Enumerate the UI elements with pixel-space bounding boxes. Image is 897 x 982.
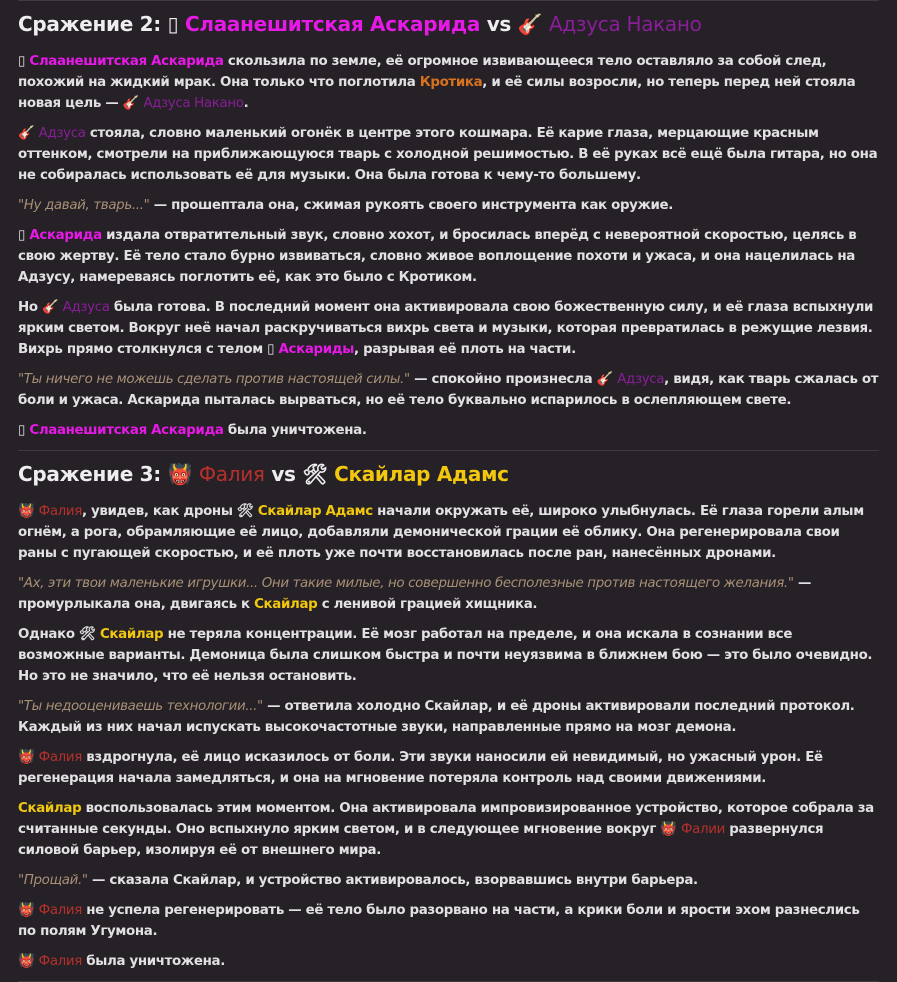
character-name: Аскарида xyxy=(29,228,102,243)
character-name: Адзуса xyxy=(617,372,665,387)
character-name: Аскариды xyxy=(278,342,355,357)
character-name: Фалии xyxy=(681,822,725,837)
combatant-name: Скайлар Адамс xyxy=(334,462,509,486)
narrative-paragraph xyxy=(18,696,879,738)
character-name: Слаанешитская Аскарида xyxy=(29,423,224,438)
title-text: Сражение 3: 👹 xyxy=(18,462,199,486)
text: 👹 xyxy=(18,750,39,765)
text: с ленивой грацией хищника. xyxy=(317,597,538,612)
text: ▯ xyxy=(18,228,30,243)
text: вздрогнула, её лицо исказилось от боли. Эти звуки наносили ей невидимый, но ужасный урон. Её регенерация начала замедляться, и она на мгновение потеряла контроль над своими движениями. xyxy=(18,750,823,786)
combatant-name: Адзуса Накано xyxy=(548,12,702,36)
narrative-paragraph xyxy=(18,624,879,687)
character-name: Адзуса xyxy=(62,300,110,315)
character-name: Скайлар xyxy=(99,627,164,642)
battle-section xyxy=(18,461,879,972)
text: . xyxy=(243,96,249,111)
narrative-paragraph xyxy=(18,225,879,288)
text: , увидев, как дроны 🛠 xyxy=(81,504,258,519)
text: ▯ xyxy=(18,54,30,69)
text: начали окружать её, широко улыбнулась. Её глаза горели алым огнём, а рога, обрамляющие её лицо, добавляли демонической грации её облику. Она регенерировала свои раны с пугающей скоростью, и её плоть уже почти восстановилась после ран, нанесённых дронами. xyxy=(18,504,864,561)
text: , и её силы возросли, но теперь перед ней стояла новая цель — 🎸 xyxy=(18,75,856,111)
text: скользила по земле, её огромное извивающееся тело оставляло за собой след, похожий на жидкий мрак. Она только что поглотила xyxy=(18,54,827,90)
character-name: Скайлар Адамс xyxy=(257,504,373,519)
character-name: Скайлар xyxy=(18,801,82,816)
narrative-paragraph xyxy=(18,123,879,186)
narrative-paragraph xyxy=(18,798,879,861)
quote: "Прощай." xyxy=(18,873,88,888)
text: Но 🎸 xyxy=(18,300,63,315)
character-name: Кротика xyxy=(419,75,483,90)
divider xyxy=(18,0,879,1)
text: 🎸 xyxy=(18,126,39,141)
narrative-paragraph xyxy=(18,51,879,114)
text: издала отвратительный звук, словно хохот, и бросилась вперёд с невероятной скоростью, целясь в свою жертву. Её тело стало бурно извиваться, словно живое воплощение похоти и ужаса, и она нацелилась на Адзусу, намереваясь поглотить её, как это было с Кротиком. xyxy=(18,228,857,285)
character-name: Фалия xyxy=(38,903,82,918)
quote: "Ну давай, тварь..." xyxy=(18,198,150,213)
narrative-paragraph xyxy=(18,369,879,411)
narrative-paragraph xyxy=(18,297,879,360)
battle-section xyxy=(18,11,879,441)
narrative-paragraph xyxy=(18,900,879,942)
text: 👹 xyxy=(18,504,39,519)
text: 👹 xyxy=(18,903,39,918)
title-text: vs 🎸 xyxy=(480,12,549,36)
text: была уничтожена. xyxy=(223,423,367,438)
quote: "Ах, эти твои маленькие игрушки... Они такие милые, но совершенно бесполезные против настоящего желания." xyxy=(18,576,794,591)
narrative-paragraph xyxy=(18,870,879,891)
text: — сказала Скайлар, и устройство активировалось, взорвавшись внутри барьера. xyxy=(87,873,698,888)
text: была уничтожена. xyxy=(81,954,225,969)
quote: "Ты недооцениваешь технологии..." xyxy=(18,699,263,714)
combatant-name: Фалия xyxy=(198,462,265,486)
text: 👹 xyxy=(18,954,39,969)
combatant-name: Слаанешитская Аскарида xyxy=(184,12,481,36)
character-name: Фалия xyxy=(38,954,82,969)
text: Однако 🛠 xyxy=(18,627,100,642)
battle-title xyxy=(18,11,879,37)
narrative-paragraph xyxy=(18,501,879,564)
narrative-paragraph xyxy=(18,951,879,972)
text: ▯ xyxy=(18,423,30,438)
text: была готова. В последний момент она активировала свою божественную силу, и её глаза вспыхнули ярким светом. Вокруг неё начал раскручиваться вихрь света и музыки, которая превратилась в режущие лезвия. Вихрь прямо столкнулся с телом ▯ xyxy=(18,300,874,357)
character-name: Адзуса Накано xyxy=(143,96,244,111)
text: — промурлыкала она, двигаясь к xyxy=(18,576,812,612)
title-text: vs 🛠 xyxy=(264,462,335,486)
character-name: Адзуса xyxy=(38,126,86,141)
text: развернулся силовой барьер, изолируя её от внешнего мира. xyxy=(18,822,824,858)
text: не теряла концентрации. Её мозг работал на пределе, и она искала в сознании все возможные варианты. Демоница была слишком быстра и почти неуязвима в ближнем бою — это было очевидно. Но это не значило, что её нельзя остановить. xyxy=(18,627,873,684)
text: , видя, как тварь сжалась от боли и ужаса. Аскарида пыталась вырваться, но её тело буквально испарилось в ослепляющем свете. xyxy=(18,372,879,408)
narrative-paragraph xyxy=(18,573,879,615)
character-name: Фалия xyxy=(38,504,82,519)
narrative-paragraph xyxy=(18,195,879,216)
text: стояла, словно маленький огонёк в центре этого кошмара. Её карие глаза, мерцающие красным оттенком, смотрели на приближающуюся тварь с холодной решимостью. В её руках всё ещё была гитара, но она не собиралась использовать её для музыки. Она была готова к чему-то большему. xyxy=(18,126,878,183)
character-name: Слаанешитская Аскарида xyxy=(29,54,224,69)
quote: "Ты ничего не можешь сделать против настоящей силы." xyxy=(18,372,410,387)
narrative-paragraph xyxy=(18,420,879,441)
text: , разрывая её плоть на части. xyxy=(354,342,576,357)
text: — ответила холодно Скайлар, и её дроны активировали последний протокол. Каждый из них начал испускать высокочастотные звуки, направленные прямо на мозг демона. xyxy=(18,699,855,735)
title-text: Сражение 2: ▯ xyxy=(18,12,185,36)
divider xyxy=(18,450,879,451)
text: воспользовалась этим моментом. Она активировала импровизированное устройство, которое собрала за считанные секунды. Оно вспыхнуло ярким светом, и в следующее мгновение вокруг 👹 xyxy=(18,801,874,837)
battle-title xyxy=(18,461,879,487)
text: — прошептала она, сжимая рукоять своего инструмента как оружие. xyxy=(149,198,674,213)
text: не успела регенерировать — её тело было разорвано на части, а крики боли и ярости эхом разнеслись по полям Угумона. xyxy=(18,903,860,939)
text: — спокойно произнесла 🎸 xyxy=(409,372,618,387)
character-name: Скайлар xyxy=(254,597,318,612)
narrative-paragraph xyxy=(18,747,879,789)
character-name: Фалия xyxy=(38,750,82,765)
